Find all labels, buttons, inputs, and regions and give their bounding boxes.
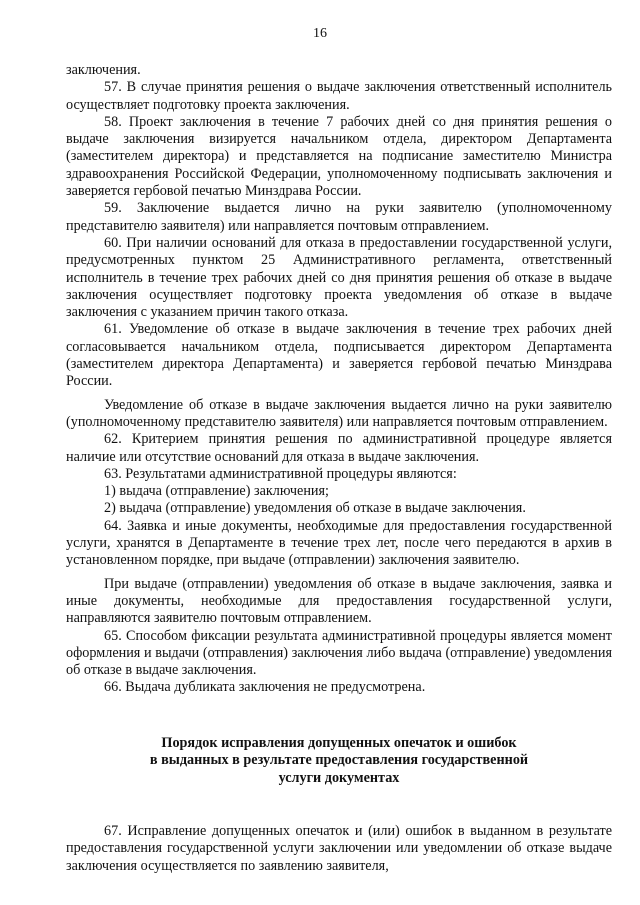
paragraph: 63. Результатами административной процедуры являются: [104,465,457,482]
paragraph: 61. Уведомление об отказе в выдаче заключения в течение трех рабочих дней согласовывается начальником отдела, подписывается директором Департамента (заместителем директора Департамента) и заверяется гербовой печатью Минздрава России. [66,321,612,390]
paragraph: 57. В случае принятия решения о выдаче заключения ответственный исполнитель осуществляет подготовку проекта заключения. [66,79,612,113]
paragraph: 65. Способом фиксации результата административной процедуры является момент оформления и выдачи (отправления) заключения либо выдача (отправление) уведомления об отказе в выдаче заключения. [66,627,612,679]
paragraph: Уведомление об отказе в выдаче заключения выдается лично на руки заявителю (уполномоченному представителю заявителя) или направляется почтовым отправлением. [66,396,612,430]
heading-line: Порядок исправления допущенных опечаток и ошибок [161,734,517,751]
paragraph: 59. Заключение выдается лично на руки заявителю (уполномоченному представителю заявителя) или направляется почтовым отправлением. [66,200,612,234]
paragraph: При выдаче (отправлении) уведомления об отказе в выдаче заключения, заявка и иные документы, необходимые для предоставления государственной услуги, направляются заявителю почтовым отправлением. [66,575,612,627]
document-body [66,62,612,875]
section-heading [66,735,612,788]
heading-line: услуги документах [278,769,400,786]
page-number: 16 [313,26,327,41]
list-item: 1) выдача (отправление) заключения; [104,483,329,500]
paragraph: 58. Проект заключения в течение 7 рабочих дней со дня принятия решения о выдаче заключения визируется начальником отдела, директором Департамента (заместителем директора) и представляется на подписание заместителю Министра здравоохранения Российской Федерации, уполномоченному подписывать заключения и заверяется гербовой печатью Минздрава России. [66,113,612,200]
paragraph: 67. Исправление допущенных опечаток и (или) ошибок в выданном в результате предоставления государственной услуги заключении или уведомлении об отказе выдаче заключения осуществляется по заявлению заявителя, [66,823,612,874]
paragraph: 60. При наличии оснований для отказа в предоставлении государственной услуги, предусмотренных пунктом 25 Административного регламента, ответственный исполнитель в течение трех рабочих дней со дня принятия решения об отказе в выдаче заключения осуществляет подготовку проекта уведомления об отказе в выдаче заключения с указанием причин такого отказа. [66,234,612,321]
paragraph: 62. Критерием принятия решения по административной процедуре является наличие или отсутствие оснований для отказа в выдаче заключения. [66,431,612,465]
paragraph: заключения. [66,62,141,78]
paragraph: 66. Выдача дубликата заключения не предусмотрена. [104,679,426,696]
heading-line: в выданных в результате предоставления государственной [149,752,529,769]
list-item: 2) выдача (отправление) уведомления об отказе в выдаче заключения. [104,500,526,517]
paragraph: 64. Заявка и иные документы, необходимые для предоставления государственной услуги, хранятся в Департаменте в течение трех лет, после чего передаются в архив в установленном порядке, при выдаче (отправлении) заключения заявителю. [66,517,612,569]
